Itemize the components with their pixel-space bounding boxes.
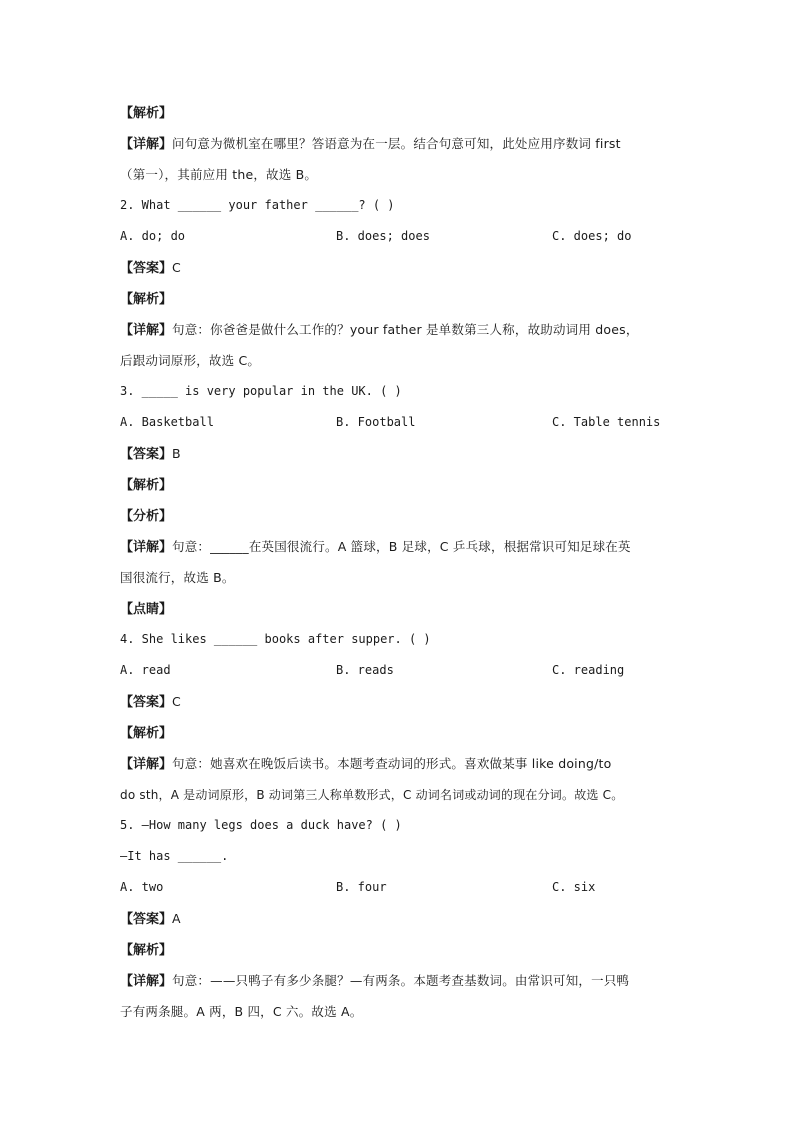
q4-options xyxy=(120,655,680,686)
q3-fenxi-heading: 【分析】 xyxy=(120,509,173,524)
q4-analysis-heading: 【解析】 xyxy=(120,726,173,741)
q3-comment-heading: 【点睛】 xyxy=(120,602,173,617)
q2-stem: 2. What ______ your father ______? ( ) xyxy=(120,198,395,212)
q5-analysis-heading: 【解析】 xyxy=(120,943,173,958)
q3-option-c: C. Table tennis xyxy=(552,415,661,429)
q2-option-c: C. does; do xyxy=(552,229,632,243)
q5-option-a: A. two xyxy=(120,880,164,894)
q5-option-c: C. six xyxy=(552,880,596,894)
q2-detail-line-1: 【详解】句意：你爸爸是做什么工作的？your father 是单数第三人称，故助动词用 does， xyxy=(120,322,639,338)
q3-answer: 【答案】B xyxy=(120,446,181,462)
q2-option-b: B. does; does xyxy=(336,229,430,243)
q4-answer: 【答案】C xyxy=(120,694,181,710)
q2-options xyxy=(120,221,680,252)
q3-detail-line-2: 国很流行，故选 B。 xyxy=(120,570,235,585)
q2-detail-line-2: 后跟动词原形，故选 C。 xyxy=(120,353,261,368)
q3-analysis-heading: 【解析】 xyxy=(120,478,173,493)
q4-detail-line-1: 【详解】句意：她喜欢在晚饭后读书。本题考查动词的形式。喜欢做某事 like doing/to xyxy=(120,756,612,772)
q2-analysis-heading: 【解析】 xyxy=(120,292,173,307)
q4-option-b: B. reads xyxy=(336,663,394,677)
q3-option-a: A. Basketball xyxy=(120,415,214,429)
q5-detail-line-1: 【详解】句意：——只鸭子有多少条腿？—有两条。本题考查基数词。由常识可知，一只鸭 xyxy=(120,973,630,989)
q4-detail-line-2: do sth，A 是动词原形，B 动词第三人称单数形式，C 动词名词或动词的现在分词。故选 C。 xyxy=(120,788,624,802)
q2-option-a: A. do; do xyxy=(120,229,186,243)
q1-detail-line-2: （第一），其前应用 the，故选 B。 xyxy=(120,167,318,182)
q1-detail-line-1: 【详解】问句意为微机室在哪里？答语意为在一层。结合句意可知，此处应用序数词 first xyxy=(120,136,621,152)
q5-options xyxy=(120,872,680,903)
q3-stem: 3. _____ is very popular in the UK. ( ) xyxy=(120,384,402,398)
q5-stem: 5. —How many legs does a duck have? ( ) xyxy=(120,818,402,832)
q5-stem-reply: —It has ______. xyxy=(120,849,229,863)
q4-option-a: A. read xyxy=(120,663,171,677)
q1-analysis-heading: 【解析】 xyxy=(120,106,173,121)
q4-option-c: C. reading xyxy=(552,663,625,677)
q5-option-b: B. four xyxy=(336,880,387,894)
q5-detail-line-2: 子有两条腿。A 两，B 四，C 六。故选 A。 xyxy=(120,1004,363,1019)
q3-option-b: B. Football xyxy=(336,415,416,429)
q2-answer: 【答案】C xyxy=(120,260,181,276)
q3-detail-line-1: 【详解】句意：______在英国很流行。A 篮球，B 足球，C 乒乓球，根据常识可知足球在英 xyxy=(120,539,631,555)
q5-answer: 【答案】A xyxy=(120,911,181,927)
q4-stem: 4. She likes ______ books after supper. ( ) xyxy=(120,632,431,646)
document-page xyxy=(120,97,680,1027)
q3-options xyxy=(120,407,680,438)
